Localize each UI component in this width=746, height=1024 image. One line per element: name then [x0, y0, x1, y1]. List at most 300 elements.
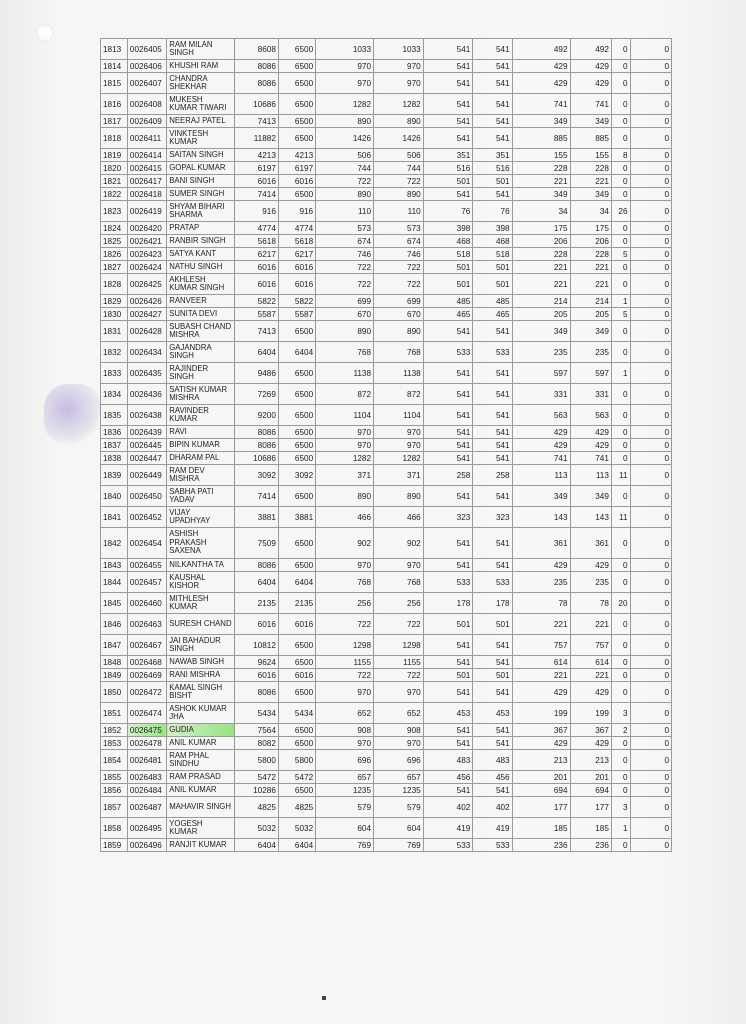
gross-amount-cell: 7414	[235, 486, 278, 507]
share-d-cell: 113	[570, 465, 611, 486]
contribution-a-cell: 769	[316, 839, 374, 852]
capped-amount-cell: 6016	[278, 274, 315, 295]
table-row	[101, 149, 672, 162]
employee-name-cell: ANIL KUMAR	[167, 737, 235, 750]
ink-dot	[322, 996, 326, 1000]
capped-amount-cell: 6500	[278, 128, 315, 149]
share-b-cell: 541	[473, 39, 512, 60]
share-d-cell: 78	[570, 593, 611, 614]
share-c-cell: 221	[512, 274, 570, 295]
capped-amount-cell: 5472	[278, 771, 315, 784]
gross-amount-cell: 7413	[235, 321, 278, 342]
share-c-cell: 214	[512, 295, 570, 308]
employee-code-cell: 0026411	[127, 128, 166, 149]
contribution-a-cell: 890	[316, 115, 374, 128]
share-a-cell: 541	[423, 682, 473, 703]
share-a-cell: 541	[423, 60, 473, 73]
ncp-days-cell: 3	[611, 797, 630, 818]
employee-code-cell: 0026408	[127, 94, 166, 115]
employee-code-cell: 0026484	[127, 784, 166, 797]
table-row	[101, 614, 672, 635]
contribution-a-cell: 256	[316, 593, 374, 614]
capped-amount-cell: 4213	[278, 149, 315, 162]
employee-name-cell: RAVI	[167, 426, 235, 439]
employee-name-cell: VINKTESH KUMAR	[167, 128, 235, 149]
share-a-cell: 541	[423, 94, 473, 115]
employee-code-cell: 0026452	[127, 507, 166, 528]
capped-amount-cell: 5800	[278, 750, 315, 771]
refund-cell: 0	[630, 201, 671, 222]
contribution-b-cell: 670	[374, 308, 424, 321]
share-a-cell: 501	[423, 175, 473, 188]
share-b-cell: 468	[473, 235, 512, 248]
refund-cell: 0	[630, 342, 671, 363]
employee-code-cell: 0026438	[127, 405, 166, 426]
employee-code-cell: 0026417	[127, 175, 166, 188]
contribution-a-cell: 872	[316, 384, 374, 405]
contribution-b-cell: 722	[374, 614, 424, 635]
share-b-cell: 541	[473, 115, 512, 128]
refund-cell: 0	[630, 73, 671, 94]
ncp-days-cell: 0	[611, 439, 630, 452]
contribution-b-cell: 1282	[374, 94, 424, 115]
share-c-cell: 175	[512, 222, 570, 235]
gross-amount-cell: 11882	[235, 128, 278, 149]
employee-code-cell: 0026423	[127, 248, 166, 261]
employee-name-cell: RAM PHAL SINDHU	[167, 750, 235, 771]
contribution-b-cell: 970	[374, 439, 424, 452]
capped-amount-cell: 6500	[278, 39, 315, 60]
capped-amount-cell: 6500	[278, 784, 315, 797]
share-a-cell: 541	[423, 39, 473, 60]
share-d-cell: 175	[570, 222, 611, 235]
ncp-days-cell: 0	[611, 656, 630, 669]
share-a-cell: 541	[423, 486, 473, 507]
employee-code-cell: 0026467	[127, 635, 166, 656]
employee-code-cell: 0026483	[127, 771, 166, 784]
employee-code-cell: 0026424	[127, 261, 166, 274]
share-d-cell: 206	[570, 235, 611, 248]
contribution-a-cell: 970	[316, 439, 374, 452]
ncp-days-cell: 0	[611, 261, 630, 274]
share-c-cell: 349	[512, 115, 570, 128]
contribution-b-cell: 890	[374, 115, 424, 128]
sl-no-cell: 1832	[101, 342, 128, 363]
contribution-b-cell: 890	[374, 486, 424, 507]
table-row	[101, 682, 672, 703]
gross-amount-cell: 8086	[235, 682, 278, 703]
ncp-days-cell: 0	[611, 384, 630, 405]
table-row	[101, 784, 672, 797]
sl-no-cell: 1825	[101, 235, 128, 248]
employee-name-cell: SATYA KANT	[167, 248, 235, 261]
capped-amount-cell: 6500	[278, 682, 315, 703]
contribution-a-cell: 722	[316, 175, 374, 188]
share-b-cell: 465	[473, 308, 512, 321]
share-a-cell: 541	[423, 405, 473, 426]
ncp-days-cell: 0	[611, 405, 630, 426]
contribution-b-cell: 722	[374, 274, 424, 295]
capped-amount-cell: 5618	[278, 235, 315, 248]
contribution-b-cell: 466	[374, 507, 424, 528]
sl-no-cell: 1814	[101, 60, 128, 73]
share-c-cell: 741	[512, 452, 570, 465]
employee-name-cell: SABHA PATI YADAV	[167, 486, 235, 507]
contribution-a-cell: 1033	[316, 39, 374, 60]
capped-amount-cell: 6404	[278, 572, 315, 593]
share-d-cell: 331	[570, 384, 611, 405]
contribution-a-cell: 466	[316, 507, 374, 528]
share-b-cell: 518	[473, 248, 512, 261]
share-d-cell: 221	[570, 175, 611, 188]
table-row	[101, 115, 672, 128]
capped-amount-cell: 6500	[278, 188, 315, 201]
contribution-b-cell: 744	[374, 162, 424, 175]
share-b-cell: 541	[473, 528, 512, 559]
contribution-a-cell: 722	[316, 669, 374, 682]
table-row	[101, 39, 672, 60]
gross-amount-cell: 7414	[235, 188, 278, 201]
contribution-a-cell: 890	[316, 321, 374, 342]
sl-no-cell: 1817	[101, 115, 128, 128]
employee-name-cell: RANI MISHRA	[167, 669, 235, 682]
share-c-cell: 213	[512, 750, 570, 771]
share-c-cell: 113	[512, 465, 570, 486]
employee-name-cell: RAJINDER SINGH	[167, 363, 235, 384]
sl-no-cell: 1836	[101, 426, 128, 439]
gross-amount-cell: 5032	[235, 818, 278, 839]
share-a-cell: 501	[423, 274, 473, 295]
share-b-cell: 533	[473, 839, 512, 852]
contribution-a-cell: 579	[316, 797, 374, 818]
table-row	[101, 559, 672, 572]
employee-code-cell: 0026405	[127, 39, 166, 60]
contribution-b-cell: 1104	[374, 405, 424, 426]
capped-amount-cell: 6500	[278, 528, 315, 559]
capped-amount-cell: 6500	[278, 559, 315, 572]
share-b-cell: 453	[473, 703, 512, 724]
refund-cell: 0	[630, 486, 671, 507]
share-c-cell: 349	[512, 486, 570, 507]
capped-amount-cell: 6500	[278, 115, 315, 128]
contribution-b-cell: 970	[374, 426, 424, 439]
share-c-cell: 199	[512, 703, 570, 724]
share-d-cell: 221	[570, 261, 611, 274]
employee-name-cell: ASHOK KUMAR JHA	[167, 703, 235, 724]
sl-no-cell: 1850	[101, 682, 128, 703]
gross-amount-cell: 10286	[235, 784, 278, 797]
ncp-days-cell: 1	[611, 295, 630, 308]
employee-name-cell: ASHISH PRAKASH SAXENA	[167, 528, 235, 559]
contribution-b-cell: 696	[374, 750, 424, 771]
gross-amount-cell: 7509	[235, 528, 278, 559]
employee-name-cell: NILKANTHA TA	[167, 559, 235, 572]
share-d-cell: 235	[570, 342, 611, 363]
share-a-cell: 501	[423, 614, 473, 635]
share-a-cell: 533	[423, 342, 473, 363]
share-d-cell: 885	[570, 128, 611, 149]
share-c-cell: 429	[512, 682, 570, 703]
employee-name-cell: VIJAY UPADHYAY	[167, 507, 235, 528]
gross-amount-cell: 4774	[235, 222, 278, 235]
share-c-cell: 236	[512, 839, 570, 852]
share-d-cell: 143	[570, 507, 611, 528]
share-b-cell: 483	[473, 750, 512, 771]
capped-amount-cell: 916	[278, 201, 315, 222]
refund-cell: 0	[630, 384, 671, 405]
contribution-a-cell: 722	[316, 614, 374, 635]
share-a-cell: 541	[423, 128, 473, 149]
gross-amount-cell: 916	[235, 201, 278, 222]
contribution-b-cell: 722	[374, 175, 424, 188]
contribution-a-cell: 970	[316, 737, 374, 750]
sl-no-cell: 1842	[101, 528, 128, 559]
share-d-cell: 213	[570, 750, 611, 771]
contribution-a-cell: 1282	[316, 452, 374, 465]
employee-name-cell: CHANDRA SHEKHAR	[167, 73, 235, 94]
gross-amount-cell: 5618	[235, 235, 278, 248]
employee-code-cell: 0026409	[127, 115, 166, 128]
contribution-a-cell: 670	[316, 308, 374, 321]
refund-cell: 0	[630, 818, 671, 839]
sl-no-cell: 1839	[101, 465, 128, 486]
contribution-b-cell: 908	[374, 724, 424, 737]
employee-code-cell: 0026469	[127, 669, 166, 682]
table-row	[101, 439, 672, 452]
sl-no-cell: 1838	[101, 452, 128, 465]
contribution-b-cell: 110	[374, 201, 424, 222]
share-a-cell: 541	[423, 724, 473, 737]
employee-code-cell: 0026449	[127, 465, 166, 486]
share-d-cell: 429	[570, 737, 611, 750]
sl-no-cell: 1813	[101, 39, 128, 60]
gross-amount-cell: 5434	[235, 703, 278, 724]
employee-code-cell: 0026435	[127, 363, 166, 384]
employee-name-cell: RANVEER	[167, 295, 235, 308]
contribution-b-cell: 1235	[374, 784, 424, 797]
gross-amount-cell: 10686	[235, 94, 278, 115]
share-a-cell: 465	[423, 308, 473, 321]
share-b-cell: 541	[473, 784, 512, 797]
contribution-b-cell: 1138	[374, 363, 424, 384]
capped-amount-cell: 6500	[278, 635, 315, 656]
employee-name-cell: RAM MILAN SINGH	[167, 39, 235, 60]
share-d-cell: 614	[570, 656, 611, 669]
share-b-cell: 541	[473, 656, 512, 669]
capped-amount-cell: 4774	[278, 222, 315, 235]
employee-code-cell: 0026472	[127, 682, 166, 703]
share-c-cell: 235	[512, 572, 570, 593]
contribution-b-cell: 371	[374, 465, 424, 486]
gross-amount-cell: 8086	[235, 73, 278, 94]
share-d-cell: 228	[570, 162, 611, 175]
ncp-days-cell: 0	[611, 342, 630, 363]
gross-amount-cell: 6016	[235, 175, 278, 188]
share-b-cell: 541	[473, 452, 512, 465]
refund-cell: 0	[630, 593, 671, 614]
employee-code-cell: 0026478	[127, 737, 166, 750]
refund-cell: 0	[630, 426, 671, 439]
employee-code-cell: 0026425	[127, 274, 166, 295]
employee-code-cell: 0026454	[127, 528, 166, 559]
contribution-a-cell: 902	[316, 528, 374, 559]
ncp-days-cell: 3	[611, 703, 630, 724]
share-a-cell: 541	[423, 559, 473, 572]
share-a-cell: 533	[423, 839, 473, 852]
share-c-cell: 185	[512, 818, 570, 839]
ncp-days-cell: 0	[611, 39, 630, 60]
ncp-days-cell: 0	[611, 682, 630, 703]
ncp-days-cell: 0	[611, 737, 630, 750]
gross-amount-cell: 6404	[235, 572, 278, 593]
table-row	[101, 222, 672, 235]
share-c-cell: 221	[512, 175, 570, 188]
capped-amount-cell: 6500	[278, 384, 315, 405]
gross-amount-cell: 5800	[235, 750, 278, 771]
employee-code-cell: 0026414	[127, 149, 166, 162]
gross-amount-cell: 4825	[235, 797, 278, 818]
share-d-cell: 236	[570, 839, 611, 852]
share-c-cell: 757	[512, 635, 570, 656]
refund-cell: 0	[630, 222, 671, 235]
employee-name-cell: NAWAB SINGH	[167, 656, 235, 669]
contribution-a-cell: 1426	[316, 128, 374, 149]
table-row	[101, 363, 672, 384]
contribution-b-cell: 722	[374, 261, 424, 274]
share-b-cell: 541	[473, 128, 512, 149]
share-a-cell: 419	[423, 818, 473, 839]
contribution-a-cell: 696	[316, 750, 374, 771]
sl-no-cell: 1855	[101, 771, 128, 784]
contribution-a-cell: 1104	[316, 405, 374, 426]
contribution-b-cell: 1033	[374, 39, 424, 60]
contribution-b-cell: 674	[374, 235, 424, 248]
refund-cell: 0	[630, 175, 671, 188]
ncp-days-cell: 0	[611, 321, 630, 342]
share-b-cell: 398	[473, 222, 512, 235]
share-b-cell: 541	[473, 426, 512, 439]
contribution-a-cell: 890	[316, 486, 374, 507]
employee-code-cell: 0026463	[127, 614, 166, 635]
capped-amount-cell: 6500	[278, 94, 315, 115]
share-b-cell: 541	[473, 439, 512, 452]
gross-amount-cell: 10686	[235, 452, 278, 465]
table-row	[101, 73, 672, 94]
gross-amount-cell: 8086	[235, 559, 278, 572]
employee-code-cell: 0026427	[127, 308, 166, 321]
table-row	[101, 593, 672, 614]
contribution-a-cell: 652	[316, 703, 374, 724]
gross-amount-cell: 5472	[235, 771, 278, 784]
table-row	[101, 201, 672, 222]
share-d-cell: 185	[570, 818, 611, 839]
share-a-cell: 398	[423, 222, 473, 235]
refund-cell: 0	[630, 295, 671, 308]
employee-name-cell: GOPAL KUMAR	[167, 162, 235, 175]
ncp-days-cell: 0	[611, 426, 630, 439]
refund-cell: 0	[630, 572, 671, 593]
table-row	[101, 235, 672, 248]
share-a-cell: 501	[423, 261, 473, 274]
share-a-cell: 456	[423, 771, 473, 784]
employee-code-cell: 0026457	[127, 572, 166, 593]
ink-stamp-mark	[44, 384, 102, 446]
capped-amount-cell: 6500	[278, 486, 315, 507]
share-d-cell: 367	[570, 724, 611, 737]
share-b-cell: 501	[473, 261, 512, 274]
gross-amount-cell: 7564	[235, 724, 278, 737]
sl-no-cell: 1837	[101, 439, 128, 452]
employee-name-cell: SUBASH CHAND MISHRA	[167, 321, 235, 342]
gross-amount-cell: 5822	[235, 295, 278, 308]
capped-amount-cell: 2135	[278, 593, 315, 614]
ncp-days-cell: 0	[611, 750, 630, 771]
sl-no-cell: 1815	[101, 73, 128, 94]
refund-cell: 0	[630, 248, 671, 261]
share-c-cell: 34	[512, 201, 570, 222]
refund-cell: 0	[630, 724, 671, 737]
ncp-days-cell: 0	[611, 60, 630, 73]
employee-code-cell: 0026418	[127, 188, 166, 201]
sl-no-cell: 1852	[101, 724, 128, 737]
sl-no-cell: 1818	[101, 128, 128, 149]
capped-amount-cell: 6016	[278, 614, 315, 635]
employee-code-cell: 0026439	[127, 426, 166, 439]
ncp-days-cell: 0	[611, 162, 630, 175]
share-b-cell: 419	[473, 818, 512, 839]
employee-code-cell: 0026426	[127, 295, 166, 308]
sl-no-cell: 1843	[101, 559, 128, 572]
share-d-cell: 34	[570, 201, 611, 222]
share-c-cell: 228	[512, 162, 570, 175]
table-row	[101, 656, 672, 669]
ncp-days-cell: 0	[611, 784, 630, 797]
share-d-cell: 429	[570, 439, 611, 452]
contribution-a-cell: 1138	[316, 363, 374, 384]
sl-no-cell: 1857	[101, 797, 128, 818]
ncp-days-cell: 11	[611, 465, 630, 486]
share-b-cell: 541	[473, 363, 512, 384]
capped-amount-cell: 6016	[278, 175, 315, 188]
employee-name-cell: DHARAM PAL	[167, 452, 235, 465]
table-row	[101, 750, 672, 771]
share-d-cell: 221	[570, 669, 611, 682]
sl-no-cell: 1821	[101, 175, 128, 188]
ncp-days-cell: 0	[611, 452, 630, 465]
sl-no-cell: 1853	[101, 737, 128, 750]
table-row	[101, 724, 672, 737]
refund-cell: 0	[630, 149, 671, 162]
table-row	[101, 261, 672, 274]
sl-no-cell: 1831	[101, 321, 128, 342]
employee-name-cell: GUDIA	[167, 724, 235, 737]
employee-name-cell: NEERAJ PATEL	[167, 115, 235, 128]
ncp-days-cell: 11	[611, 507, 630, 528]
payment-ledger-table	[100, 38, 672, 852]
contribution-b-cell: 1282	[374, 452, 424, 465]
share-d-cell: 201	[570, 771, 611, 784]
refund-cell: 0	[630, 261, 671, 274]
employee-name-cell: SUMER SINGH	[167, 188, 235, 201]
sl-no-cell: 1823	[101, 201, 128, 222]
contribution-b-cell: 573	[374, 222, 424, 235]
share-b-cell: 351	[473, 149, 512, 162]
capped-amount-cell: 6016	[278, 261, 315, 274]
employee-code-cell: 0026496	[127, 839, 166, 852]
contribution-a-cell: 970	[316, 73, 374, 94]
share-a-cell: 483	[423, 750, 473, 771]
ncp-days-cell: 0	[611, 572, 630, 593]
